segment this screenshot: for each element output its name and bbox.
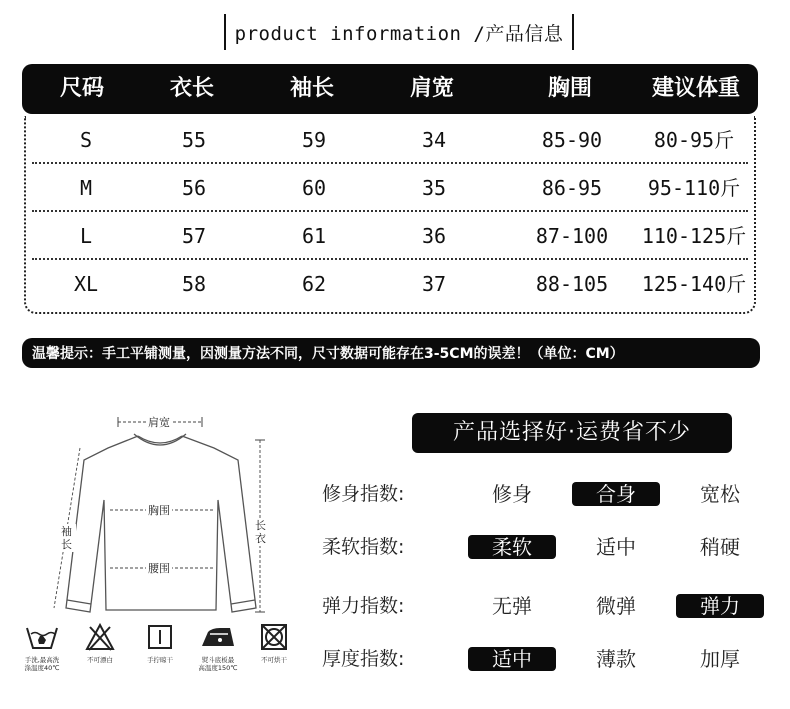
softness-option-soft: 柔软 xyxy=(468,535,556,559)
table-row xyxy=(26,212,754,260)
cell-shoulder: 34 xyxy=(421,128,447,152)
stretch-option-stretchy: 弹力 xyxy=(676,594,764,618)
cell-chest: 87-100 xyxy=(535,224,609,248)
size-table xyxy=(22,64,758,316)
length-label: 长衣 xyxy=(255,519,266,545)
cell-size: S xyxy=(79,128,93,152)
column-header-length: 衣长 xyxy=(169,76,214,101)
cell-sleeve: 61 xyxy=(301,224,327,248)
cell-size: M xyxy=(79,176,93,200)
cell-chest: 88-105 xyxy=(535,272,609,296)
cell-length: 56 xyxy=(181,176,207,200)
cell-sleeve: 62 xyxy=(301,272,327,296)
table-row xyxy=(26,260,754,308)
chest-label: 胸围 xyxy=(148,504,170,517)
fit-option-loose: 宽松 xyxy=(700,482,740,506)
page-header xyxy=(224,14,574,50)
column-header-size: 尺码 xyxy=(59,76,104,101)
column-header-shoulder: 肩宽 xyxy=(409,76,454,101)
stretch-option-slight: 微弹 xyxy=(596,594,636,618)
cell-size: L xyxy=(79,224,93,248)
fit-option-slim: 修身 xyxy=(492,482,532,506)
care-item xyxy=(130,622,190,664)
cell-shoulder: 35 xyxy=(421,176,447,200)
hang-dry-icon xyxy=(145,622,175,652)
cell-length: 55 xyxy=(181,128,207,152)
cell-size: XL xyxy=(73,272,99,296)
measurement-tip-banner xyxy=(22,338,760,368)
fit-index-label: 修身指数: xyxy=(322,483,405,505)
thickness-option-medium: 适中 xyxy=(468,647,556,671)
cell-length: 58 xyxy=(181,272,207,296)
column-header-weight: 建议体重 xyxy=(651,76,740,101)
shoulder-label: 肩宽 xyxy=(148,416,170,429)
care-item xyxy=(188,622,248,672)
care-item xyxy=(12,622,72,672)
fit-option-regular: 合身 xyxy=(572,482,660,506)
table-row xyxy=(26,116,754,164)
cell-sleeve: 59 xyxy=(301,128,327,152)
iron-icon xyxy=(198,622,238,652)
care-item xyxy=(244,622,304,664)
thickness-option-thick: 加厚 xyxy=(700,647,740,671)
page-title: product information /产品信息 xyxy=(234,22,564,45)
cell-length: 57 xyxy=(181,224,207,248)
cell-chest: 86-95 xyxy=(541,176,603,200)
table-header xyxy=(22,64,758,114)
stretch-option-none: 无弹 xyxy=(492,594,532,618)
thickness-index-label: 厚度指数: xyxy=(322,648,405,670)
sleeve-label: 袖长 xyxy=(60,524,76,552)
softness-option-firm: 稍硬 xyxy=(700,535,740,559)
cell-sleeve: 60 xyxy=(301,176,327,200)
slogan-banner: 产品选择好·运费省不少 xyxy=(412,413,732,453)
measurement-tip-text: 温馨提示：手工平铺测量，因测量方法不同，尺寸数据可能存在3-5CM的误差！（单位：CM） xyxy=(32,346,624,362)
no-tumble-dry-icon xyxy=(259,622,289,652)
cell-shoulder: 36 xyxy=(421,224,447,248)
hand-wash-icon xyxy=(25,622,59,652)
care-caption: 手洗,最高洗 涤温度40℃ xyxy=(24,656,60,672)
softness-index-label: 柔软指数: xyxy=(322,536,405,558)
column-header-sleeve: 袖长 xyxy=(289,76,334,101)
care-item xyxy=(70,622,130,664)
cell-weight: 125-140斤 xyxy=(641,272,747,296)
thickness-option-thin: 薄款 xyxy=(596,647,636,671)
no-bleach-icon xyxy=(85,622,115,652)
cell-weight: 110-125斤 xyxy=(641,224,747,248)
column-header-chest: 胸围 xyxy=(547,76,592,101)
softness-option-medium: 适中 xyxy=(596,535,636,559)
stretch-index-label: 弹力指数: xyxy=(322,595,405,617)
table-body xyxy=(24,116,756,314)
cell-chest: 85-90 xyxy=(541,128,603,152)
cell-weight: 80-95斤 xyxy=(653,128,735,152)
cell-weight: 95-110斤 xyxy=(647,176,741,200)
care-caption: 不可烘干 xyxy=(261,656,287,664)
waist-label: 腰围 xyxy=(148,562,170,575)
cell-shoulder: 37 xyxy=(421,272,447,296)
care-caption: 不可漂白 xyxy=(87,656,113,664)
care-caption: 熨斗底板最 高温度150℃ xyxy=(198,656,238,672)
table-row xyxy=(26,164,754,212)
care-caption: 手拧晾干 xyxy=(147,656,173,664)
